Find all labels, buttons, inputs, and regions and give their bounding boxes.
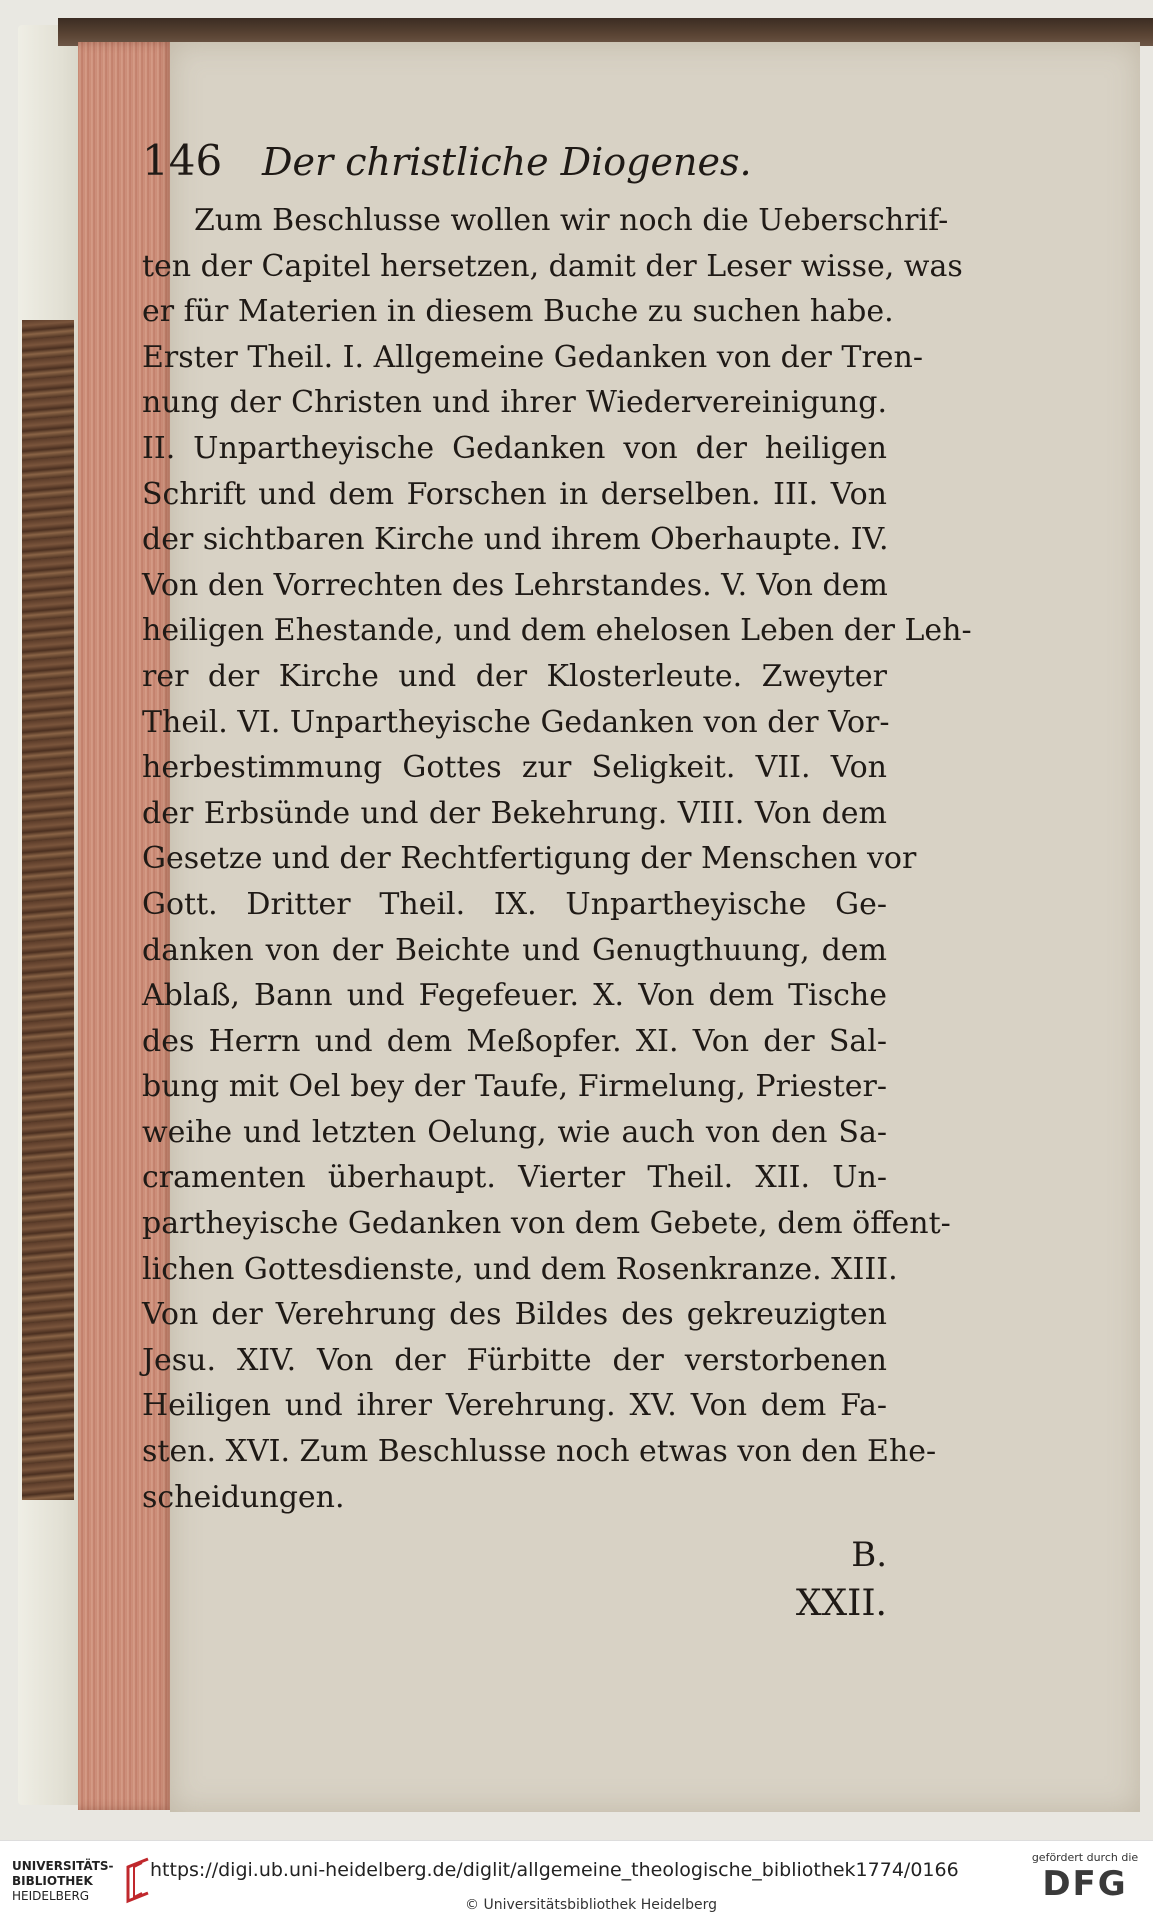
page-text-block — [142, 136, 972, 1520]
text-line: des Herrn und dem Meßopfer. XI. Von der Sal- — [142, 1023, 887, 1059]
text-line: Schrift und dem Forschen in derselben. III. Von — [142, 476, 887, 512]
text-line: heiligen Ehestande, und dem ehelosen Leben der Leh- — [142, 613, 972, 649]
text-line: Gesetze und der Rechtfertigung der Menschen vor — [142, 841, 917, 877]
text-line: bung mit Oel bey der Taufe, Firmelung, Priester- — [142, 1069, 887, 1105]
text-line: Ablaß, Bann und Fegefeuer. X. Von dem Tische — [142, 978, 887, 1014]
catchword: XXII. — [795, 1583, 887, 1624]
body-paragraph — [142, 198, 972, 1520]
text-line: Gott. Dritter Theil. IX. Unpartheyische Ge- — [142, 886, 887, 922]
library-name-line: UNIVERSITÄTS- — [12, 1859, 114, 1873]
text-line: scheidungen. — [142, 1479, 345, 1515]
funder-block — [1025, 1851, 1145, 1904]
text-line: lichen Gottesdienste, und dem Rosenkranze. XIII. — [142, 1251, 898, 1287]
viewer-footer — [0, 1840, 1153, 1926]
copyright-notice: © Universitätsbibliothek Heidelberg — [465, 1897, 718, 1913]
page-number: 146 — [142, 136, 223, 185]
text-line: Jesu. XIV. Von der Fürbitte der verstorbenen — [142, 1342, 887, 1378]
funder-note: gefördert durch die — [1031, 1851, 1139, 1864]
running-head — [142, 136, 887, 198]
running-title: Der christliche Diogenes. — [262, 140, 752, 184]
library-name-line: HEIDELBERG — [12, 1889, 90, 1903]
text-line: rer der Kirche und der Klosterleute. Zweyter — [142, 658, 887, 694]
library-logo — [12, 1859, 122, 1904]
dfg-logo: DFG — [1042, 1864, 1128, 1904]
catchword-block — [142, 1535, 887, 1624]
text-line: Heiligen und ihrer Verehrung. XV. Von dem Fa- — [142, 1388, 887, 1424]
text-line: herbestimmung Gottes zur Seligkeit. VII. Von — [142, 750, 887, 786]
text-line: partheyische Gedanken von dem Gebete, dem öffent- — [142, 1206, 951, 1242]
text-line: sten. XVI. Zum Beschlusse noch etwas von den Ehe- — [142, 1434, 937, 1470]
text-line: der sichtbaren Kirche und ihrem Oberhaupte. IV. — [142, 522, 889, 558]
text-line: Zum Beschlusse wollen wir noch die Ueberschrif- — [194, 203, 949, 238]
text-line: II. Unpartheyische Gedanken von der heiligen — [142, 430, 887, 466]
text-line: Von den Vorrechten des Lehrstandes. V. Von dem — [142, 567, 888, 603]
signature-mark: B. — [851, 1535, 887, 1575]
permalink-url[interactable]: https://digi.ub.uni-heidelberg.de/diglit/allgemeine_theologische_bibliothek1774/0166 — [150, 1859, 959, 1881]
text-line: weihe und letzten Oelung, wie auch von den Sa- — [142, 1114, 887, 1150]
text-line: Theil. VI. Unpartheyische Gedanken von der Vor- — [142, 704, 890, 740]
text-line: er für Materien in diesem Buche zu suchen habe. — [142, 294, 894, 330]
text-line: der Erbsünde und der Bekehrung. VIII. Von dem — [142, 795, 887, 831]
text-line: ten der Capitel hersetzen, damit der Leser wisse, was — [142, 248, 963, 284]
text-line: cramenten überhaupt. Vierter Theil. XII. Un- — [142, 1160, 887, 1196]
library-name-line: BIBLIOTHEK — [12, 1874, 93, 1888]
text-line: Von der Verehrung des Bildes des gekreuzigten — [142, 1297, 887, 1333]
text-line: Erster Theil. I. Allgemeine Gedanken von der Tren- — [142, 339, 923, 375]
marbled-cover — [22, 320, 74, 1500]
text-line: danken von der Beichte und Genugthuung, dem — [142, 932, 887, 968]
text-line: nung der Christen und ihrer Wiedervereinigung. — [142, 385, 887, 421]
